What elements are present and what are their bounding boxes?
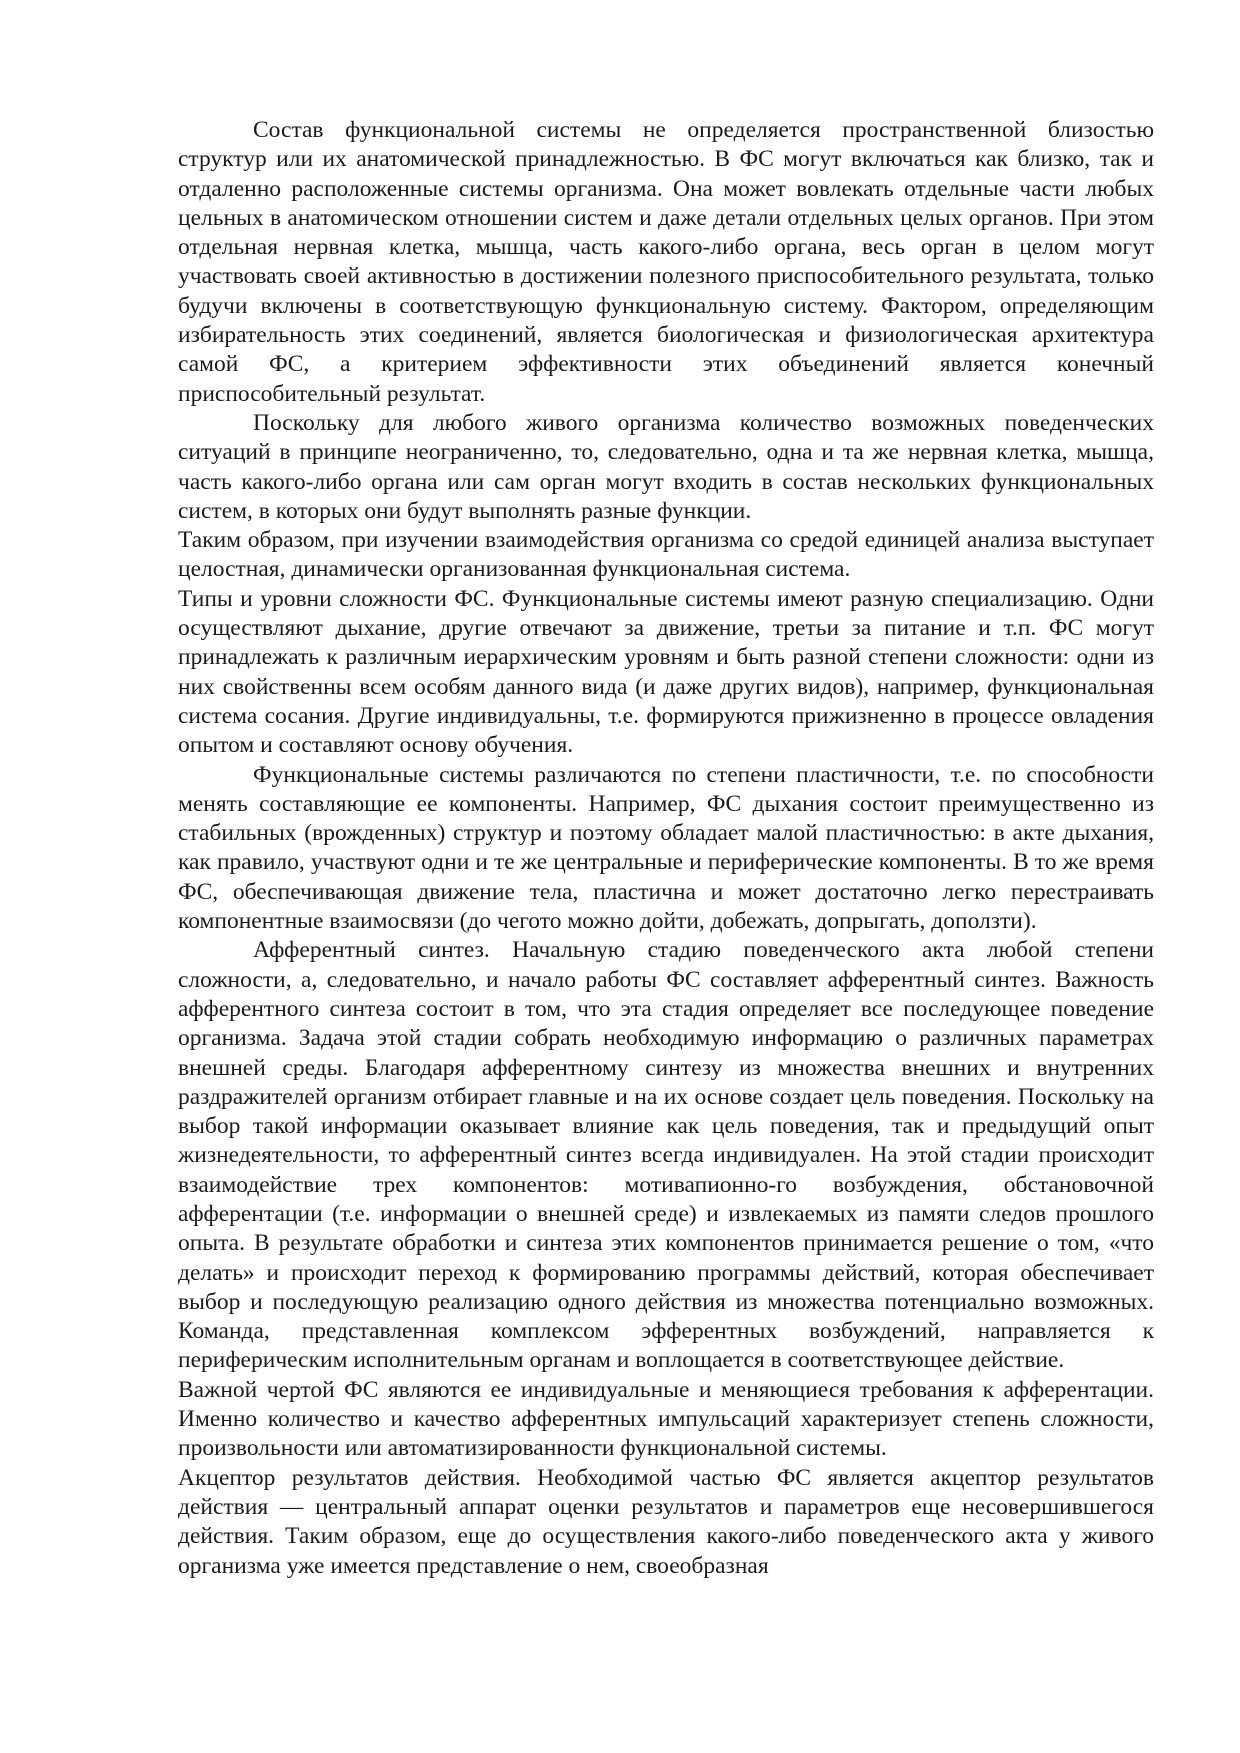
paragraph-unit-of-analysis: Таким образом, при изучении взаимодействия организма со средой единицей анализа выступает целостная, динамически организованная функциональная система. — [178, 527, 1154, 583]
paragraph-afferent-synthesis: Афферентный синтез. Начальную стадию поведенческого акта любой степени сложности, а, следовательно, и начало работы ФС составляет афферентный синтез. Важность афферентного синтеза состоит в том, что эта стадия определяет все последующее поведение организма. Задача этой стадии собрать необходимую информацию о различных параметрах внешней среды. Благодаря афферентному синтезу из множества внешних и внутренних раздражителей организм отбирает главные и на их основе создает цель поведения. Поскольку на выбор такой информации оказывает влияние как цель поведения, так и предыдущий опыт жизнедеятельности, то афферентный синтез всегда индивидуален. На этой стадии происходит взаимодействие трех компонентов: мотивапионно-го возбуждения, обстановочной афферентации (т.е. информации о внешней среде) и извлекаемых из памяти следов прошлого опыта. В результате обработки и синтеза этих компонентов принимается решение о том, «что делать» и происходит переход к формированию программы действий, которая обеспечивает выбор и последующую реализацию одного действия из множества потенциально возможных. Команда, представленная комплексом эфферентных возбуждений, направляется к периферическим исполнительным органам и воплощается в соответствующее действие. — [178, 937, 1154, 1374]
document-page — [178, 116, 1154, 1581]
paragraph-types-and-levels: Типы и уровни сложности ФС. Функциональные системы имеют разную специализацию. Одни осуществляют дыхание, другие отвечают за движение, третьи за питание и т.п. ФС могут принадлежать к различным иерархическим уровням и быть разной степени сложности: одни из них свойственны всем особям данного вида (и даже других видов), например, функциональная система сосания. Другие индивидуальны, т.е. формируются прижизненно в процессе овладения опытом и составляют основу обучения. — [178, 585, 1154, 759]
paragraph-action-acceptor: Акцептор результатов действия. Необходимой частью ФС является акцептор результатов действия — центральный аппарат оценки результатов и параметров еще несовершившегося действия. Таким образом, еще до осуществления какого-либо поведенческого акта у живого организма уже имеется представление о нем, своеобразная — [178, 1464, 1154, 1579]
paragraph-composition: Состав функциональной системы не определяется пространственной близостью структур или их анатомической принадлежностью. В ФС могут включаться как близко, так и отдаленно расположенные системы организма. Она может вовлекать отдельные части любых цельных в анатомическом отношении систем и даже детали отдельных целых органов. При этом отдельная нервная клетка, мышца, часть какого-либо органа, весь орган в целом могут участвовать своей активностью в достижении полезного приспособительного результата, только будучи включены в соответствующую функциональную систему. Фактором, определяющим избирательность этих соединений, является биологическая и физиологическая архитектура самой ФС, а критерием эффективности этих объединений является конечный приспособительный результат. — [178, 117, 1154, 407]
paragraph-multiple-systems: Поскольку для любого живого организма количество возможных поведенческих ситуаций в принципе неограниченно, то, следовательно, одна и та же нервная клетка, мышца, часть какого-либо органа или сам орган могут входить в состав нескольких функциональных систем, в которых они будут выполнять разные функции. — [178, 409, 1154, 524]
paragraph-afferentation-requirements: Важной чертой ФС являются ее индивидуальные и меняющиеся требования к афферентации. Именно количество и качество афферентных импульсаций характеризует степень сложности, произвольности или автоматизированности функциональной системы. — [178, 1376, 1154, 1462]
paragraph-plasticity: Функциональные системы различаются по степени пластичности, т.е. по способности менять составляющие ее компоненты. Например, ФС дыхания состоит преимущественно из стабильных (врожденных) структур и поэтому обладает малой пластичностью: в акте дыхания, как правило, участвуют одни и те же центральные и периферические компоненты. В то же время ФС, обеспечивающая движение тела, пластична и может достаточно легко перестраивать компонентные взаимосвязи (до чегото можно дойти, добежать, допрыгать, доползти). — [178, 761, 1154, 935]
